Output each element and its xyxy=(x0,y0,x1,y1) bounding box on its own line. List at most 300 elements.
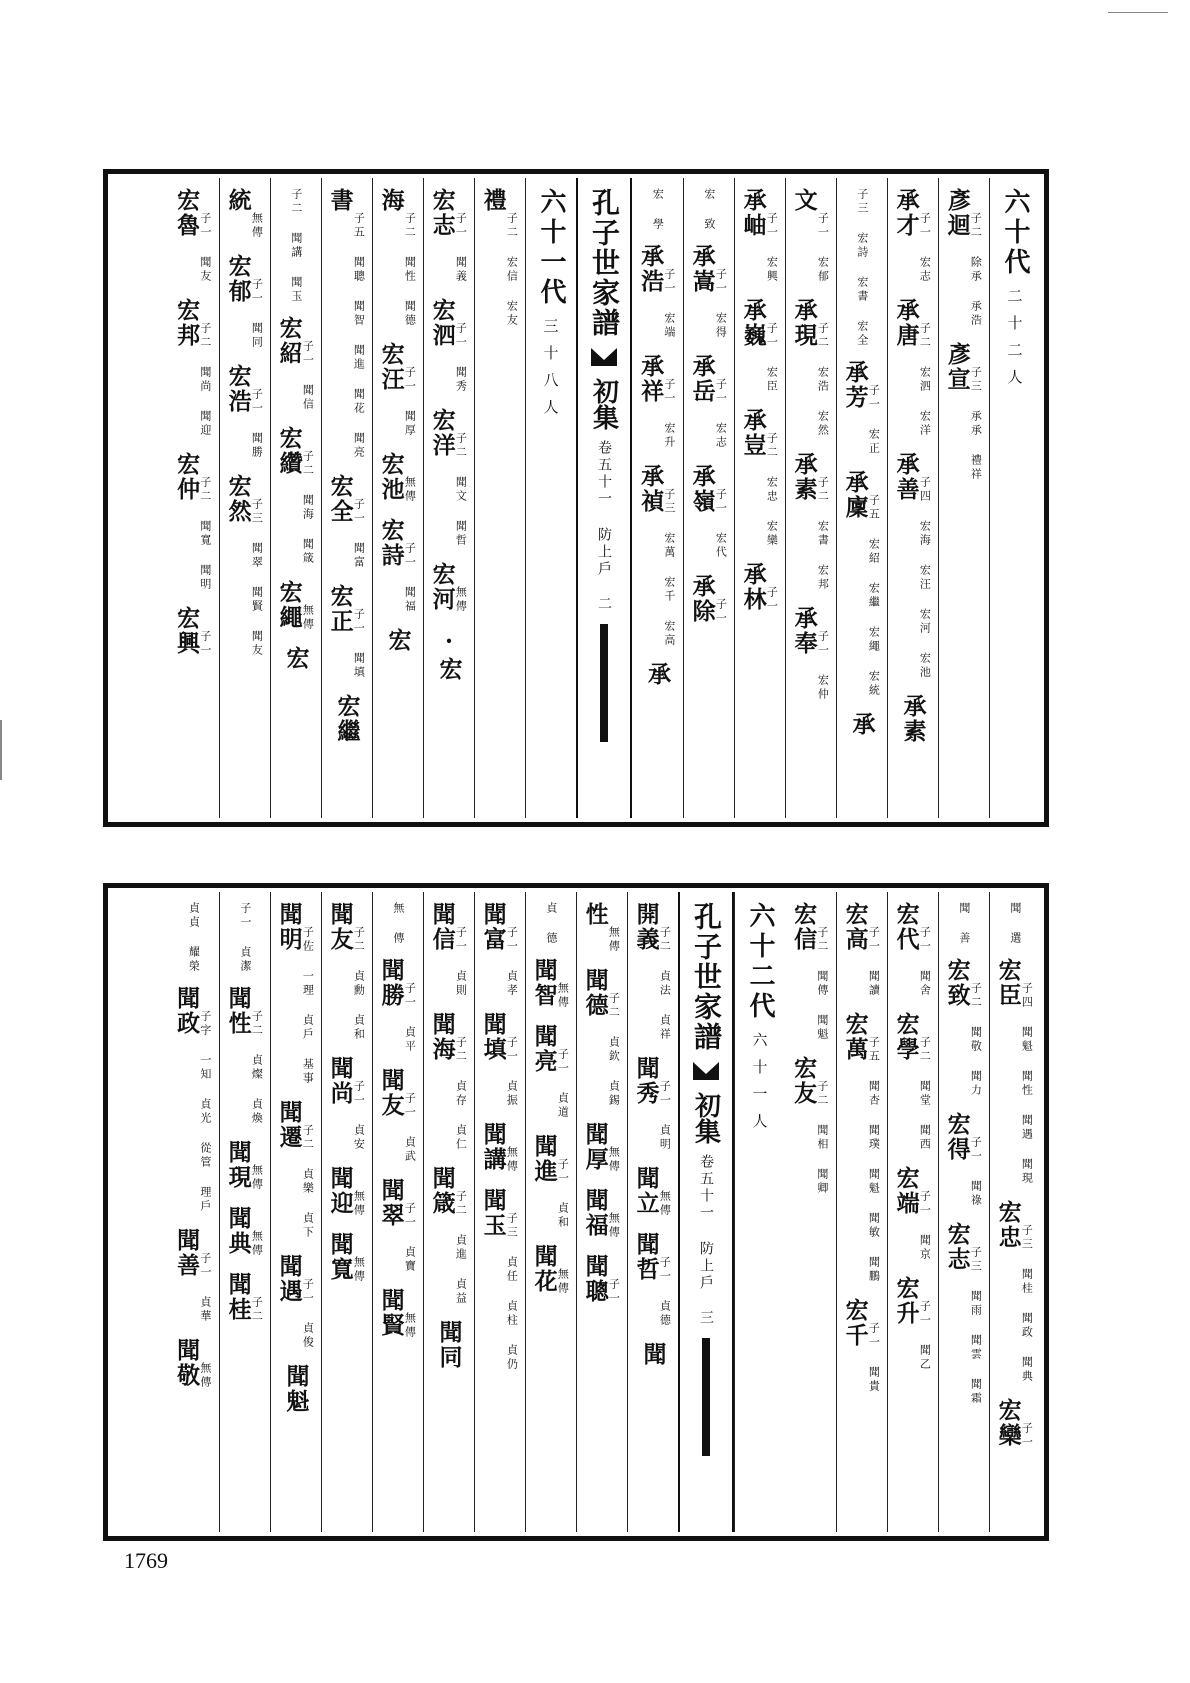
generation-count: 六十一人 xyxy=(750,1032,769,1140)
person-note: 子一 貞德 xyxy=(658,1256,672,1328)
person-note: 子一 xyxy=(714,598,728,626)
column-top-note: 聞 善 xyxy=(957,902,971,946)
genealogy-entry xyxy=(792,1056,829,1196)
genealogy-entry xyxy=(326,584,366,680)
genealogy-entry xyxy=(639,354,676,450)
person-name: 宏繩 xyxy=(275,580,303,630)
person-note: 子一 聞信 xyxy=(301,340,315,412)
person-note: 子五 聞聰 聞智 聞進 聞花 聞亮 xyxy=(352,212,366,460)
genealogy-entry xyxy=(435,628,463,682)
column-top-note: 宏 學 xyxy=(651,188,665,232)
entry-column xyxy=(632,178,683,818)
person-note: 子一 聞友 xyxy=(198,212,212,284)
genealogy-entry xyxy=(848,712,876,737)
person-name: 承廩 xyxy=(841,470,869,520)
genealogy-entry xyxy=(282,1364,310,1414)
genealogy-entry xyxy=(530,1134,570,1230)
person-name: 聞友 xyxy=(377,1068,405,1118)
genealogy-entry xyxy=(646,662,669,687)
entry-column xyxy=(372,178,423,818)
person-name: 統 xyxy=(224,188,252,213)
genealogy-panel-top xyxy=(104,170,1048,826)
person-name: 承善 xyxy=(892,452,920,502)
genealogy-entry xyxy=(175,188,212,284)
person-note: 子二 聞尚 聞迎 xyxy=(198,322,212,438)
person-note: 無傳 xyxy=(198,1362,212,1390)
person-note: 子二 宏泗 宏洋 xyxy=(918,322,932,438)
person-name: 文 xyxy=(790,188,818,213)
genealogy-entry xyxy=(688,354,728,450)
person-note: 無傳 xyxy=(607,1146,621,1174)
person-name: 承林 xyxy=(739,562,767,612)
genealogy-entry xyxy=(326,1232,366,1284)
person-name: 承岫 xyxy=(739,188,767,238)
person-name: 聞德 xyxy=(581,968,609,1018)
person-name: 宏友 xyxy=(790,1056,818,1106)
genealogy-entry xyxy=(632,1056,672,1152)
genealogy-entry xyxy=(688,574,728,626)
genealogy-entry xyxy=(479,1122,519,1174)
person-note: 子一 宏仲 xyxy=(816,630,830,702)
genealogy-entry xyxy=(224,364,264,460)
person-name: 聞政 xyxy=(173,986,201,1036)
column-top-note: 子三 宏詩 宏書 宏全 xyxy=(855,188,869,348)
column-row xyxy=(112,892,1040,1532)
genealogy-entry xyxy=(275,1254,315,1350)
person-note: 無傳 xyxy=(250,1230,264,1258)
genealogy-entry xyxy=(428,188,468,284)
person-name: 承巍 xyxy=(739,298,767,348)
genealogy-entry xyxy=(428,298,468,394)
person-name: 宏 xyxy=(384,628,412,653)
person-name: 聞敬 xyxy=(173,1338,201,1388)
person-note: 子一 貞平 xyxy=(403,982,417,1054)
genealogy-entry xyxy=(892,1012,932,1152)
genealogy-entry xyxy=(892,298,932,438)
generation-count: 二十二人 xyxy=(1005,288,1024,396)
genealogy-entry xyxy=(994,1200,1034,1384)
person-name: 承禎 xyxy=(637,464,665,514)
genealogy-entry xyxy=(688,464,728,560)
entry-column xyxy=(836,892,887,1532)
person-note: 子三 聞桂 聞政 聞典 xyxy=(1020,1224,1034,1384)
genealogy-entry xyxy=(224,986,264,1126)
genealogy-entry xyxy=(435,1320,463,1370)
person-note: 子三 聞雨 聞雲 聞霜 xyxy=(969,1246,983,1406)
genealogy-entry xyxy=(581,902,621,954)
genealogy-entry xyxy=(790,606,830,702)
person-note: 無傳 xyxy=(607,926,621,954)
person-name: 宏臣 xyxy=(994,958,1022,1008)
person-note: 子一 貞華 xyxy=(198,1252,212,1324)
genealogy-entry xyxy=(428,1012,468,1152)
person-note: 子四 宏海 宏汪 宏河 宏池 xyxy=(918,476,932,680)
person-note: 子二 貞樂 貞下 xyxy=(301,1124,315,1240)
genealogy-entry xyxy=(943,1222,983,1406)
generation-title: 六十代 xyxy=(1000,188,1030,278)
person-note: 子一 聞秀 xyxy=(454,322,468,394)
person-note: 子一 貞明 xyxy=(658,1080,672,1152)
genealogy-entry xyxy=(841,902,881,998)
person-name: 聞哲 xyxy=(632,1232,660,1282)
person-note: 子一 宏郁 xyxy=(816,212,830,284)
book-title: 孔子世家譜 xyxy=(588,188,621,338)
genealogy-entry xyxy=(377,1068,417,1164)
genealogy-entry xyxy=(639,244,676,340)
volume-label: 卷五十一 防上戶 xyxy=(698,1154,714,1292)
person-note: 無傳 xyxy=(658,1190,672,1218)
person-name: 承奉 xyxy=(790,606,818,656)
person-name: 承素 xyxy=(899,694,927,744)
genealogy-entry xyxy=(530,1024,570,1120)
genealogy-entry xyxy=(224,474,264,658)
person-note: 子一 聞填 xyxy=(352,608,366,680)
genealogy-entry xyxy=(792,902,829,1042)
person-note: 子一 宏端 xyxy=(662,268,676,340)
person-name: 宏仲 xyxy=(173,452,201,502)
person-name: 宏信 xyxy=(790,902,818,952)
genealogy-entry xyxy=(581,1122,621,1174)
person-note: 無傳 xyxy=(250,212,264,240)
genealogy-entry xyxy=(790,188,830,284)
person-note: 子二 貞欽 貞錫 xyxy=(607,992,621,1108)
volume-label: 卷五十一 防上戶 xyxy=(596,440,612,578)
genealogy-entry xyxy=(639,1342,667,1367)
person-name: 宏正 xyxy=(326,584,354,634)
entry-column xyxy=(938,178,989,818)
genealogy-entry xyxy=(479,1188,519,1372)
fish-tail-mark-icon xyxy=(691,1060,721,1082)
person-name: 聞福 xyxy=(581,1188,609,1238)
person-note: 子一 宏代 xyxy=(714,488,728,560)
person-name: 聞友 xyxy=(326,902,354,952)
genealogy-entry xyxy=(326,188,366,460)
person-name: 承岳 xyxy=(688,354,716,404)
generation-62-header xyxy=(734,892,785,1532)
person-note: 子三 聞翠 聞賢 聞友 xyxy=(250,498,264,658)
person-note: 子一 聞同 xyxy=(250,278,264,350)
person-note: 子二 聞傳 聞魁 xyxy=(815,926,829,1042)
person-note: 子一 貞道 xyxy=(556,1048,570,1120)
person-name: 宏致 xyxy=(943,958,971,1008)
person-note: 子一 貞孝 xyxy=(505,926,519,998)
person-note: 子二 聞敬 聞力 xyxy=(969,982,983,1098)
person-name: 聞遷 xyxy=(275,1100,303,1150)
person-note: 子一 聞乙 xyxy=(918,1300,932,1372)
entry-column xyxy=(321,178,372,818)
person-note: 子二 聞海 聞箴 xyxy=(301,450,315,566)
column-top-note: 子二 聞講 聞玉 xyxy=(289,188,303,304)
genealogy-entry xyxy=(428,408,468,548)
genealogy-entry xyxy=(632,902,672,1042)
person-note: 子一 宏得 xyxy=(714,268,728,340)
person-note: 無傳 xyxy=(250,1164,264,1192)
person-note: 子二 宏忠 宏欒 xyxy=(765,432,779,548)
person-name: 宏詩 xyxy=(377,518,405,568)
person-name: 承唐 xyxy=(892,298,920,348)
person-name: 聞亮 xyxy=(530,1024,558,1074)
person-note: 子一 xyxy=(1020,1422,1034,1450)
person-note: 子一 聞讀 xyxy=(867,926,881,998)
genealogy-entry xyxy=(943,342,983,482)
person-name: 宏端 xyxy=(892,1166,920,1216)
person-note: 子三 宏萬 宏千 宏高 xyxy=(662,488,676,648)
person-note: 無傳 xyxy=(403,1312,417,1340)
person-note: 子一 聞厚 xyxy=(403,366,417,438)
person-name: 聞信 xyxy=(428,902,456,952)
person-name: 聞寬 xyxy=(326,1232,354,1282)
generation-title: 六十一代 xyxy=(536,188,566,308)
person-name: 宏郁 xyxy=(224,254,252,304)
genealogy-entry xyxy=(377,1288,417,1340)
column-top-note: 聞 選 xyxy=(1008,902,1022,946)
person-note: 無傳 xyxy=(505,1146,519,1174)
person-note: 無傳 xyxy=(403,476,417,504)
entry-column xyxy=(321,892,372,1532)
center-rule xyxy=(702,1338,710,1456)
person-name: 聞厚 xyxy=(581,1122,609,1172)
person-name: 承芳 xyxy=(841,360,869,410)
person-name: 彥迴 xyxy=(943,188,971,238)
genealogy-entry xyxy=(275,1100,315,1240)
person-note: 子一 貞則 xyxy=(454,926,468,998)
genealogy-entry xyxy=(994,1398,1034,1450)
person-name: 宏志 xyxy=(428,188,456,238)
person-name: 聞性 xyxy=(224,986,252,1036)
scan-speck xyxy=(0,720,2,780)
person-name: 宏學 xyxy=(892,1012,920,1062)
person-name: 承 xyxy=(644,662,671,687)
person-note: 無傳 xyxy=(556,1268,570,1296)
column-top-note: 宏 致 xyxy=(702,188,716,232)
genealogy-entry xyxy=(943,188,983,328)
person-note: 子五 宏紹 宏繼 宏繩 宏統 xyxy=(867,494,881,698)
person-note: 無傳 xyxy=(454,586,468,614)
person-name: 宏纘 xyxy=(275,426,303,476)
person-name: 宏河 xyxy=(428,562,456,612)
genealogy-entry xyxy=(530,958,570,1010)
genealogy-entry xyxy=(175,986,212,1214)
person-name: 聞聰 xyxy=(581,1254,609,1304)
person-name: 書 xyxy=(326,188,354,213)
genealogy-entry xyxy=(224,254,264,350)
person-note: 無傳 xyxy=(607,1212,621,1240)
genealogy-entry xyxy=(333,694,361,744)
person-name: 聞進 xyxy=(530,1134,558,1184)
person-name: 聞善 xyxy=(173,1228,201,1278)
genealogy-entry xyxy=(428,1166,468,1306)
person-name: 聞同 xyxy=(435,1320,463,1370)
column-top-note: 子一 貞潔 xyxy=(238,902,252,974)
entry-column xyxy=(168,892,219,1532)
person-note: 子一 聞貴 xyxy=(867,1322,881,1394)
generation-count: 三十八人 xyxy=(541,318,560,426)
person-note: 子一 貞寶 xyxy=(403,1202,417,1274)
person-note: 子一 聞祿 xyxy=(969,1136,983,1208)
genealogy-entry xyxy=(841,470,881,698)
entry-column xyxy=(525,892,576,1532)
leaf-number: 三 xyxy=(698,1310,714,1324)
person-note: 子一 xyxy=(198,630,212,658)
fish-tail-mark-icon xyxy=(589,346,619,368)
generation-title: 六十二代 xyxy=(745,902,775,1022)
person-name: 聞典 xyxy=(224,1206,252,1256)
person-name: 宏忠 xyxy=(994,1200,1022,1250)
genealogy-entry xyxy=(377,342,417,438)
genealogy-entry xyxy=(581,1188,621,1240)
entry-column xyxy=(989,892,1040,1532)
person-name: 聞勝 xyxy=(377,958,405,1008)
genealogy-entry xyxy=(479,1012,519,1108)
person-name: 承嵩 xyxy=(688,244,716,294)
person-note: 子三 承承 禮祥 xyxy=(969,366,983,482)
person-name: 聞講 xyxy=(479,1122,507,1172)
person-note: 子二 貞進 貞益 xyxy=(454,1190,468,1306)
person-name: 聞立 xyxy=(632,1166,660,1216)
person-name: 性 xyxy=(581,902,609,927)
genealogy-entry xyxy=(994,958,1034,1186)
genealogy-entry xyxy=(175,1338,212,1390)
genealogy-entry xyxy=(530,1244,570,1296)
person-name: 宏欒 xyxy=(994,1398,1022,1448)
entry-column xyxy=(423,892,474,1532)
person-note: 無傳 xyxy=(352,1190,366,1218)
genealogy-entry xyxy=(581,968,621,1108)
person-name: 宏邦 xyxy=(173,298,201,348)
person-note: 子二 除承 承浩 xyxy=(969,212,983,328)
genealogy-entry xyxy=(892,902,932,998)
person-name: 聞填 xyxy=(479,1012,507,1062)
entry-column xyxy=(270,892,321,1532)
person-note: 子一 貞振 xyxy=(505,1036,519,1108)
column-top-note: 無 傳 xyxy=(391,902,405,946)
person-name: 海 xyxy=(377,188,405,213)
person-name: 聞魁 xyxy=(282,1364,310,1414)
genealogy-entry xyxy=(377,452,417,504)
genealogy-entry xyxy=(377,1178,417,1274)
person-name: 承浩 xyxy=(637,244,665,294)
person-note: 子一 宏升 xyxy=(662,378,676,450)
person-note: 子一 聞富 xyxy=(352,498,366,570)
person-note: 子一 宏興 xyxy=(765,212,779,284)
genealogy-panel-bottom xyxy=(104,884,1048,1540)
genealogy-entry xyxy=(224,1272,264,1324)
person-note: 子一 貞安 xyxy=(352,1080,366,1152)
person-name: 承素 xyxy=(790,452,818,502)
person-name: 承 xyxy=(848,712,876,737)
genealogy-entry xyxy=(892,188,932,284)
entry-column xyxy=(219,178,270,818)
person-note: 子二 聞文 聞哲 xyxy=(454,432,468,548)
genealogy-entry xyxy=(275,902,315,1086)
person-name: 聞現 xyxy=(224,1140,252,1190)
person-note: 子二 xyxy=(250,1296,264,1324)
entry-column xyxy=(474,892,525,1532)
person-note: 子一 貞和 xyxy=(556,1158,570,1230)
person-note: 無傳 xyxy=(301,604,315,632)
genealogy-entry xyxy=(632,1232,672,1328)
entry-column xyxy=(785,178,836,818)
column-row xyxy=(112,178,1040,818)
person-name: 宏繼 xyxy=(333,694,361,744)
scan-speck xyxy=(1108,12,1168,13)
person-note: 子佐 一理 貞戶 基事 xyxy=(301,926,315,1086)
entry-column xyxy=(836,178,887,818)
genealogy-entry xyxy=(428,902,468,998)
genealogy-entry xyxy=(326,1056,366,1152)
genealogy-entry xyxy=(688,244,728,340)
entry-column xyxy=(474,178,525,818)
column-top-note: 貞 德 xyxy=(544,902,558,946)
person-name: 聞迎 xyxy=(326,1166,354,1216)
person-name: 承才 xyxy=(892,188,920,238)
person-name: 禮 xyxy=(479,188,507,213)
genealogy-entry xyxy=(739,408,779,548)
entry-column xyxy=(627,892,678,1532)
genealogy-entry xyxy=(479,188,519,328)
person-name: 宏魯 xyxy=(173,188,201,238)
person-note: 子二 聞性 聞德 xyxy=(403,212,417,328)
person-name: 宏興 xyxy=(173,606,201,656)
entry-column xyxy=(372,892,423,1532)
genealogy-entry xyxy=(428,562,468,614)
person-note: 子二 貞勳 貞和 xyxy=(352,926,366,1042)
entry-column xyxy=(219,892,270,1532)
genealogy-entry xyxy=(899,694,927,744)
person-name: 聞花 xyxy=(530,1244,558,1294)
person-name: 宏全 xyxy=(326,474,354,524)
person-name: 宏汪 xyxy=(377,342,405,392)
person-note: 子一 貞武 xyxy=(403,1092,417,1164)
person-name: 聞玉 xyxy=(479,1188,507,1238)
genealogy-entry xyxy=(892,452,932,680)
person-note: 子一 聞京 xyxy=(918,1190,932,1262)
person-name: 宏千 xyxy=(841,1298,869,1348)
person-note: 子二 宏浩 宏然 xyxy=(816,322,830,438)
person-name: 聞明 xyxy=(275,902,303,952)
leaf-number: 二 xyxy=(596,596,612,610)
entry-column xyxy=(734,178,785,818)
person-name: 聞秀 xyxy=(632,1056,660,1106)
person-name: 承現 xyxy=(790,298,818,348)
person-name: 宏 xyxy=(282,646,310,671)
person-name: 聞智 xyxy=(530,958,558,1008)
person-name: 宏浩 xyxy=(224,364,252,414)
entry-column xyxy=(683,178,734,818)
person-name: 聞桂 xyxy=(224,1272,252,1322)
person-note: 子二 貞存 貞仁 xyxy=(454,1036,468,1152)
person-name: 宏代 xyxy=(892,902,920,952)
genealogy-entry xyxy=(224,1206,264,1258)
genealogy-entry xyxy=(841,360,881,456)
genealogy-entry xyxy=(377,188,417,328)
generation-61-header xyxy=(525,178,576,818)
book-subtitle: 初集 xyxy=(690,1092,721,1144)
genealogy-entry xyxy=(943,1112,983,1208)
person-note: 子一 聞舍 xyxy=(918,926,932,998)
genealogy-entry xyxy=(790,298,830,438)
entry-column xyxy=(423,178,474,818)
genealogy-entry xyxy=(275,580,315,632)
person-name: 承嶺 xyxy=(688,464,716,514)
page-number: 1769 xyxy=(124,1548,168,1573)
book-title-column xyxy=(576,178,632,818)
genealogy-entry xyxy=(841,1298,881,1394)
person-name: ·宏 xyxy=(435,628,463,682)
person-note: 子五 聞杏 聞璞 聞魁 聞敏 聞鵬 xyxy=(867,1036,881,1284)
person-note: 子一 宏志 xyxy=(918,212,932,284)
person-note: 子三 貞任 貞柱 貞仍 xyxy=(505,1212,519,1372)
